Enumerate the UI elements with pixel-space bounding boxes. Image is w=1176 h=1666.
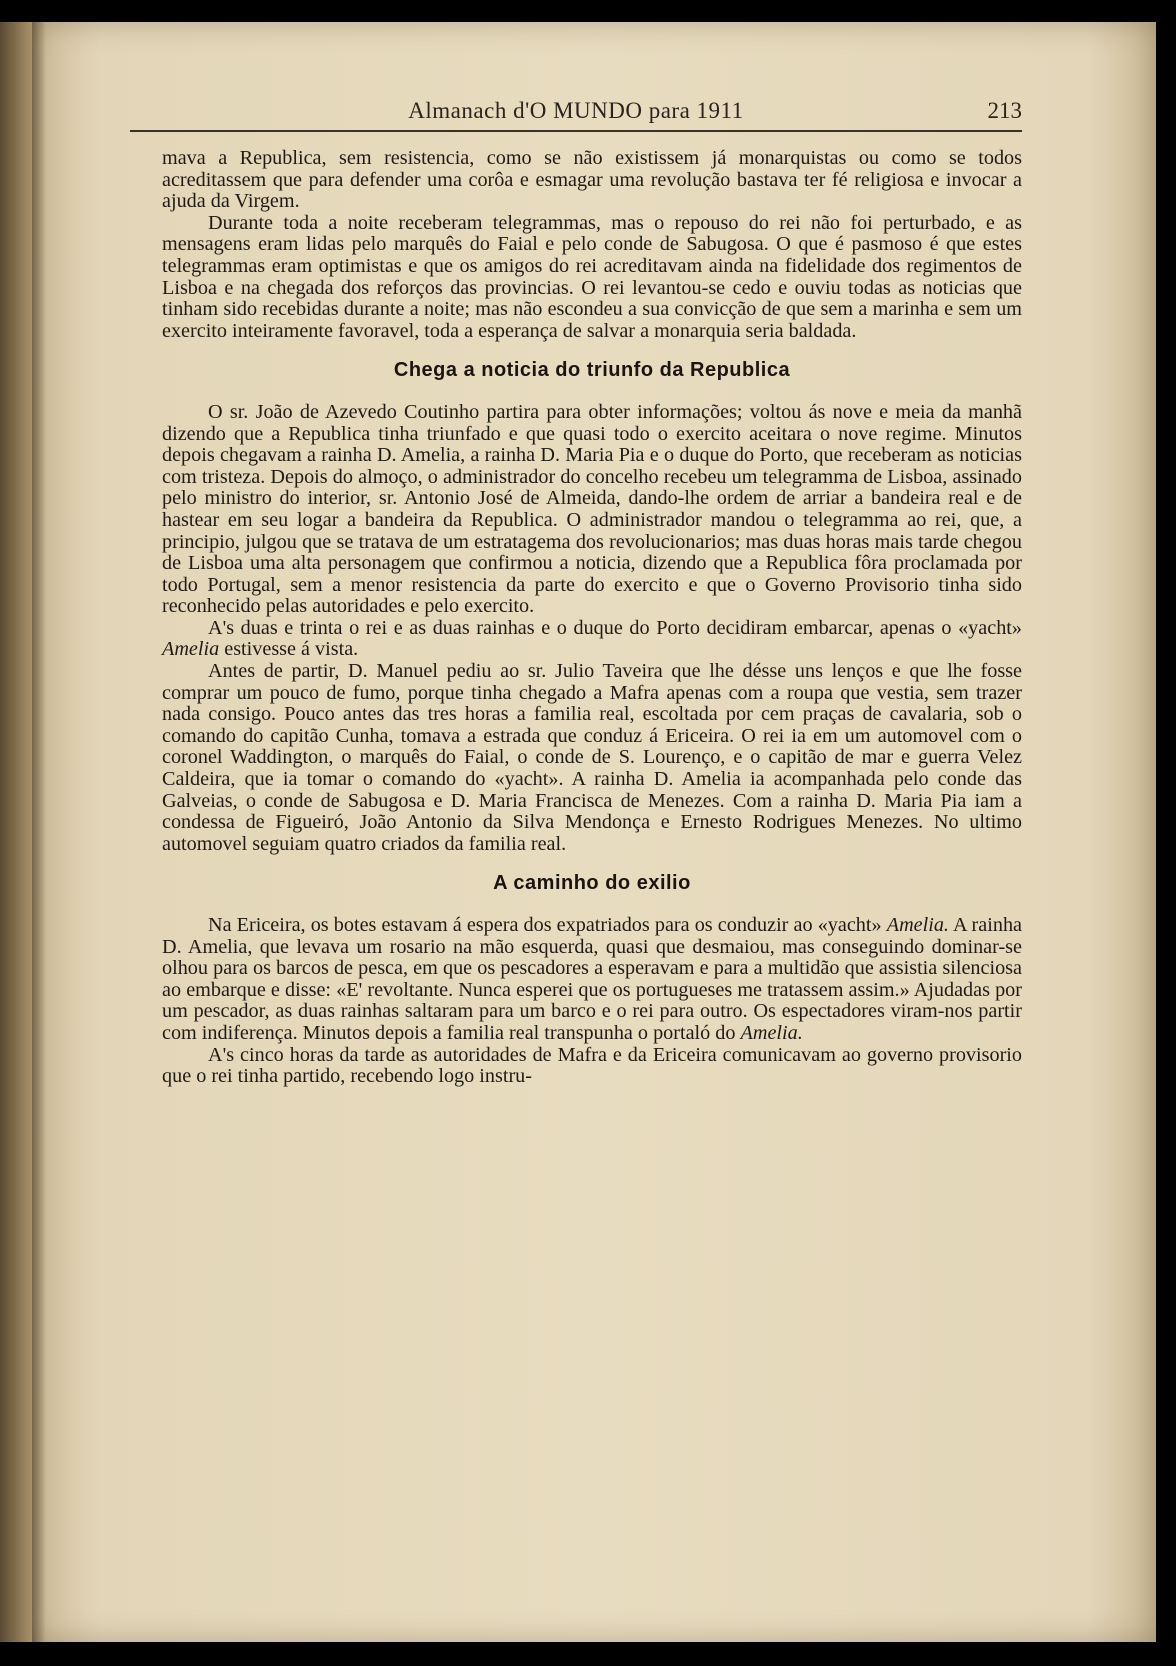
paragraph-embark-decision [162,618,1022,661]
paragraph-authorities: A's cinco horas da tarde as autoridades de Mafra e da Ericeira comunicavam ao governo provisorio que o rei tinha partido, recebendo logo instru- [162,1043,1022,1088]
running-head [130,94,1022,128]
paragraph-telegrams: Durante toda a noite receberam telegrammas, mas o repouso do rei não foi perturbado, e as mensagens eram lidas pelo marquês do Faial e pelo conde de Sabugosa. O que é pasmoso é que estes telegrammas eram optimistas e que os amigos do rei acreditavam ainda na fidelidade dos regimentos de Lisboa e na chegada dos reforços das provincias. O rei levantou-se cedo e ouviu todas as noticias que tinham sido recebidas durante a noite; mas não escondeu a sua convicção de que sem a marinha e sem um exercito inteiramente favoravel, toda a esperança de salvar a monarquia seria baldada. [162,211,1022,342]
yacht-text-before: A's duas e trinta o rei e as duas rainhas e o duque do Porto decidiram embarcar, apenas o «yacht» [208,616,1022,639]
exile-text-middle: A rainha D. Amelia, que levava um rosario na mão esquerda, quasi que desmaiou, mas conseguindo dominar-se olhou para os barcos de pesca, em que os pescadores a esperavam e para a multidão que assistia silenciosa ao embarque e disse: «E' revoltante. Nunca esperei que os portugueses me tratassem assim.» Ajudadas por um pescador, as duas rainhas saltaram para um barco e o rei para outro. Os espectadores viram-nos partir com indiferença. Minutos depois a familia real transpunha o portaló do [162,914,1022,1044]
page-number: 213 [987,98,1022,123]
header-rule [130,130,1022,132]
yacht-name: Amelia [162,638,220,661]
paragraph-continuation: mava a Republica, sem resistencia, como se não existissem já monarquistas ou como se todos acreditassem que para defender uma corôa e esmagar uma revolução bastava ter fé religiosa e invocar a ajuda da Virgem. [162,147,1022,213]
exile-text-before: Na Ericeira, os botes estavam á espera dos expatriados para os conduzir ao «yacht» [208,914,887,936]
yacht-text-after: estivesse á vista. [219,638,359,661]
paragraph-ericeira [162,915,1022,1045]
paragraph-news: O sr. João de Azevedo Coutinho partira para obter informações; voltou ás nove e meia da manhã dizendo que a Republica tinha triunfado e que quasi todo o exercito aceitara o nove regime. Minutos depois chegavam a rainha D. Amelia, a rainha D. Maria Pia e o duque do Porto, que receberam as noticias com tristeza. Depois do almoço, o administrador do concelho recebeu um telegramma de Lisboa, assinado pelo ministro do interior, sr. Antonio José de Almeida, dando-lhe ordem de arriar a bandeira real e de hastear em seu logar a bandeira da Republica. O administrador mandou o telegramma ao rei, que, a principio, julgou que se tratava de um estratagema dos revolucionarios; mas duas horas mais tarde chegou de Lisboa uma alta personagem que confirmou a noticia, dizendo que a Republica fôra proclamada por todo Portugal, sem a menor resistencia da parte do exercito e que o Governo Provisorio tinha sido reconhecido pelas autoridades e pelo exercito. [162,400,1022,618]
page-gutter-shadow [32,22,46,1642]
article-body [162,148,1022,1088]
exile-yacht-name: Amelia. [886,914,949,936]
section-heading-triumph: Chega a noticia do triunfo da Republica [393,359,791,382]
section-heading-exile: A caminho do exilio [493,872,691,895]
exile-yacht-name-2: Amelia. [740,1021,803,1044]
running-head-title: Almanach d'O MUNDO para 1911 [408,98,744,123]
facing-page-edge [0,22,32,1642]
paragraph-departure: Antes de partir, D. Manuel pediu ao sr. Julio Taveira que lhe désse uns lenços e que lhe fosse comprar um pouco de fumo, porque tinha chegado a Mafra apenas com a roupa que vestia, sem trazer nada consigo. Pouco antes das tres horas a familia real, escoltada por cem praças de cavalaria, sob o comando do capitão Cunha, tomava a estrada que conduz á Ericeira. O rei ia em um automovel com o coronel Waddington, o marquês do Faial, o conde de S. Lourenço, e o capitão de mar e guerra Velez Caldeira, que ia tomar o comando do «yacht». A rainha D. Amelia ia acompanhada pelo conde das Galveias, o conde de Sabugosa e D. Maria Francisca de Menezes. Com a rainha D. Maria Pia iam a condessa de Figueiró, João Antonio da Silva Mendonça e Ernesto Rodrigues Menezes. No ultimo automovel seguiam quatro criados da familia real. [162,660,1022,855]
